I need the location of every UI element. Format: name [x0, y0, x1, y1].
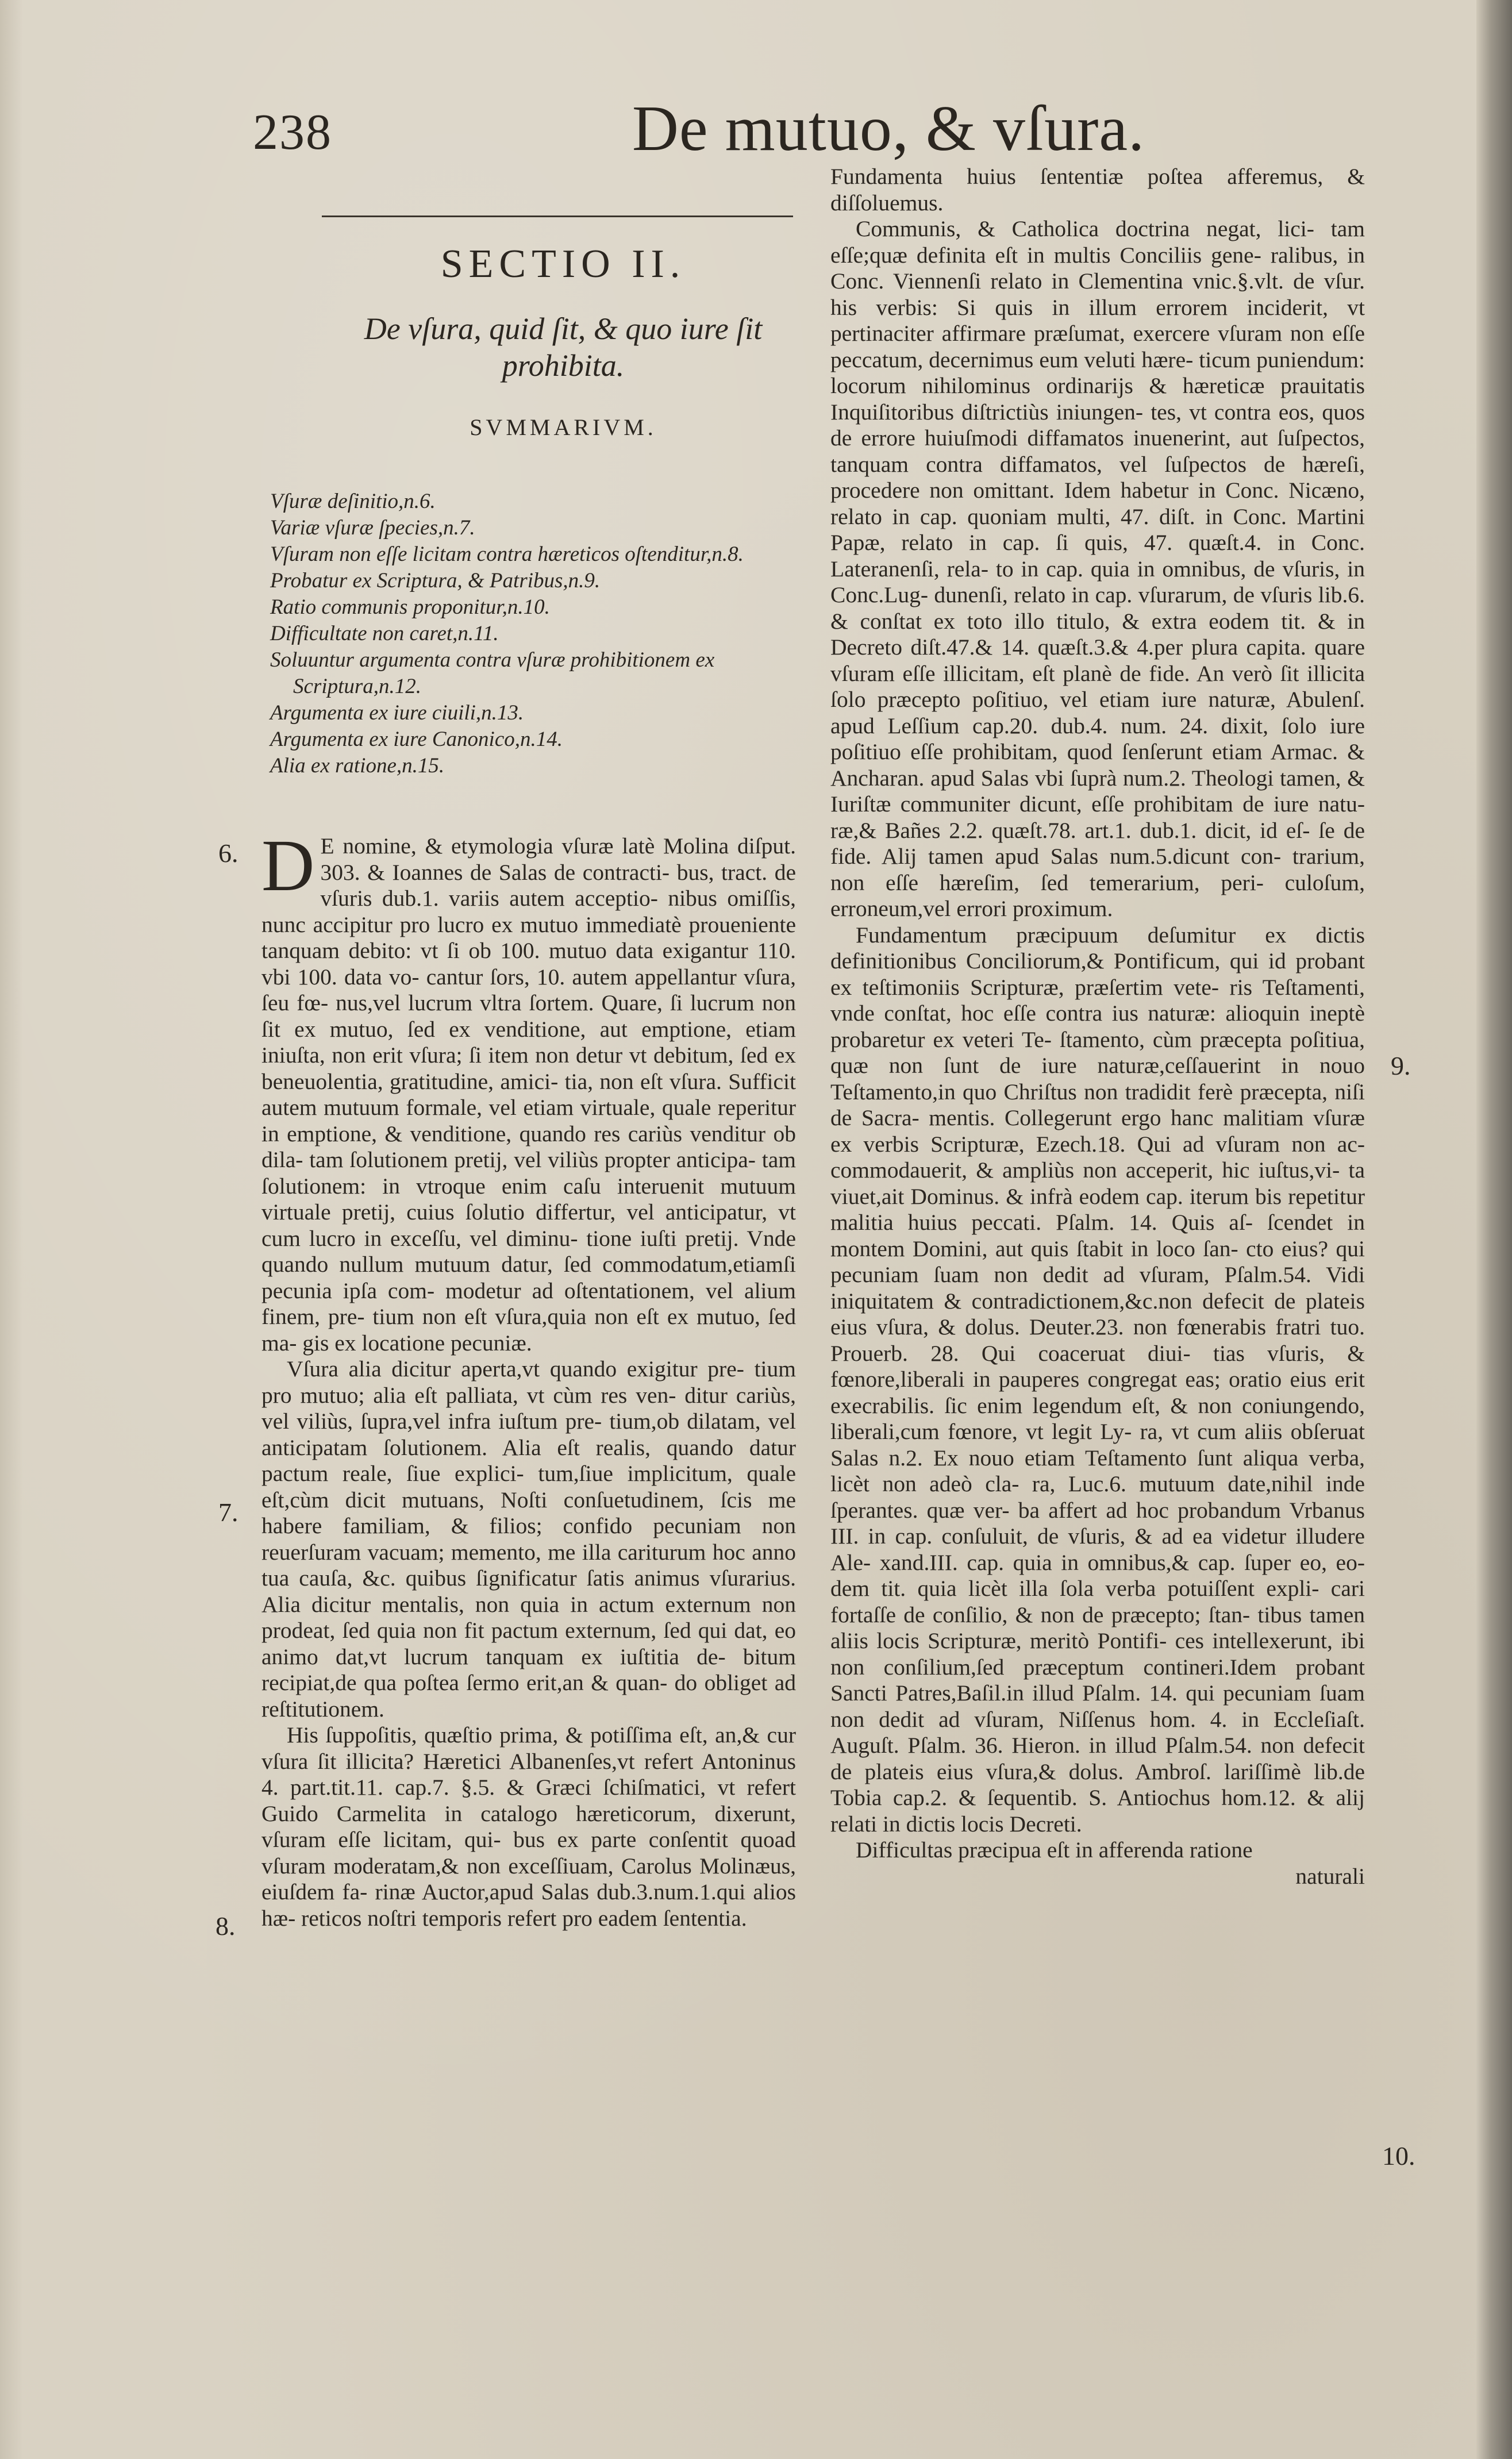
paragraph-8: His ſuppoſitis, quæſtio prima, & potiſſima eſt, an,& cur vſura ſit illicita? Hæretici Albanenſes,vt refert Antoninus 4. part.tit.11. cap.7. §.5. & Græci ſchiſmatici, vt refert Guido Carmelita in catalogo hæreticorum, dixerunt, vſuram eſſe licitam, qui- bus ex parte conſentit quoad vſuram moderatam,& non exceſſiuam, Carolus Molinæus, eiuſdem fa- rinæ Auctor,apud Salas dub.3.num.1.qui alios hæ- reticos noſtri temporis refert pro eadem ſententia.	[261, 1722, 796, 1931]
section-title: SECTIO II.	[440, 242, 686, 286]
section-rule	[322, 216, 793, 217]
summary-item: Scriptura,n.12.	[293, 675, 422, 698]
margin-number-6: 6.	[218, 838, 238, 868]
margin-number-9: 9.	[1391, 1051, 1411, 1080]
paragraph-7: Vſura alia dicitur aperta,vt quando exigitur pre- tium pro mutuo; alia eſt palliata, vt cùm res ven- ditur cariùs, vel viliùs, ſupra,vel infra iuſtum pre- tium,ob dilatam, vel anticipatam ſolutionem. Alia eſt realis, quando datur pactum reale, ſiue explici- tum,ſiue implicitum, quale eſt,cùm dicit mutuans, Noſti conſuetudinem, ſcis me habere familiam, & filios; confido pecuniam non reuerſuram vacuam; memento, me illa cariturum hoc anno tua cauſa, &c. quibus ſignificatur ſatis animus vſurarius. Alia dicitur mentalis, non quia in actum externum non prodeat, ſed quia non fit pactum externum, ſed qui dat, eo animo dat,vt lucrum tanquam ex iuſtitia de- bitum recipiat,de qua poſtea ſermo erit,an & quan- do obliget ad reſtitutionem.	[261, 1356, 796, 1722]
catchword: naturali	[1295, 1863, 1365, 1889]
summary-item: Vſuram non eſſe licitam contra hæreticos oſtenditur,n.8.	[270, 542, 744, 566]
summary-item: Variæ vſuræ ſpecies,n.7.	[270, 516, 475, 540]
page-left-edge	[0, 0, 23, 2459]
summary-item: Soluuntur argumenta contra vſuræ prohibitionem ex	[270, 648, 715, 672]
summary-item: Vſuræ deſinitio,n.6.	[270, 490, 436, 513]
summary-item: Difficultate non caret,n.11.	[270, 622, 499, 645]
summary-item: Alia ex ratione,n.15.	[270, 754, 445, 778]
paragraph-6-text: E nomine, & etymologia vſuræ latè Molina diſput. 303. & Ioannes de Salas de contracti- bus, tract. de vſuris dub.1. variis autem acceptio- nibus omiſſis, nunc accipitur pro lucro ex mutuo immediatè proueniente tanquam debito: vt ſi ob 100. mutuo data exigantur 110. vbi 100. data vo- cantur ſors, 10. autem appellantur vſura, ſeu fœ- nus,vel lucrum vltra ſortem. Quare, ſi lucrum non ſit ex mutuo, ſed ex venditione, aut emptione, etiam iniuſta, non erit vſura; ſi item non detur vt debitum, ſed ex beneuolentia, gratitudine, amici- tia, non eſt vſura. Sufficit autem mutuum formale, vel etiam virtuale, quale reperitur in emptione, & venditione, quando res cariùs venditur ob dila- tam ſolutionem pretij, vel viliùs propter anticipa- tam ſolutionem: in vtroque enim caſu interuenit mutuum virtuale pretij, cuius ſolutio differtur, vel anticipatur, vt cum lucro in exceſſu, vel diminu- tione iuſti pretij. Vnde quando nullum mutuum datur, ſed commodatum,etiamſi pecunia ipſa com- modetur ad oſtentationem, vel alium finem, pre- tium non eſt vſura,quia non eſt ex mutuo, ſed ma- gis ex locatione pecuniæ.	[261, 833, 796, 1356]
section-subtitle-line-2: prohibita.	[502, 348, 625, 383]
paragraph-continuation: Fundamenta huius ſententiæ poſtea afferemus, & diſſoluemus.	[830, 164, 1365, 216]
page-number: 238	[253, 105, 332, 160]
margin-number-7: 7.	[218, 1498, 238, 1527]
margin-number-8: 8.	[216, 1911, 236, 1941]
summary-item: Argumenta ex iure ciuili,n.13.	[270, 701, 524, 725]
margin-number-10: 10.	[1382, 2141, 1415, 2171]
summary-item: Probatur ex Scriptura, & Patribus,n.9.	[270, 569, 601, 592]
running-title: De mutuo, & vſura.	[632, 93, 1145, 164]
page-header	[253, 80, 1149, 172]
paragraph-6	[261, 825, 796, 1356]
paragraph-10: Difficultas præcipua eſt in afferenda ratione	[856, 1837, 1253, 1862]
summary-heading: SVMMARIVM.	[470, 414, 657, 440]
summary-item: Argumenta ex iure Canonico,n.14.	[270, 728, 563, 751]
section-subtitle	[305, 310, 822, 384]
paragraph-communis: Communis, & Catholica doctrina negat, lici- tam eſſe;quæ definita eſt in multis Conciliis gene- ralibus, in Conc. Viennenſi relato in Clementina vnic.§.vlt. de vſur. his verbis: Si quis in illum errorem inciderit, vt pertinaciter affirmare præſumat, exercere vſuram non eſſe peccatum, decernimus eum veluti hære- ticum puniendum: locorum nihilominus ordinarijs & hæreticæ prauitatis Inquiſitoribus diſtrictiùs iniungen- tes, vt contra eos, quos de errore huiuſmodi diffamatos inuenerint, aut ſuſpectos, tanquam contra diffamatos, vel ſuſpectos de hæreſi, procedere non omittant. Idem habetur in Conc. Nicæno, relato in cap. quoniam multi, 47. diſt. in Conc. Martini Papæ, relato in cap. ſi quis, 47. quæſt.4. in Conc. Lateranenſi, rela- to in cap. quia in omnibus, de vſuris, in Conc.Lug- dunenſi, relato in cap. vſurarum, de vſuris lib.6. & conſtat ex toto illo titulo, & extra eodem tit. & in Decreto diſt.47.& 14. quæſt.3.& 4.per plura capita. quare vſuram eſſe illicitam, eſt planè de fide. An verò ſit illicita ſolo præcepto poſitiuo, vel etiam iure naturæ, Abulenſ. apud Leſſium cap.20. dub.4. num. 24. dixit, ſolo iure poſitiuo eſſe prohibitam, quod ſenſerunt etiam Armac. & Ancharan. apud Salas vbi ſuprà num.2. Theologi tamen, & Iuriſtæ communiter dicunt, eſſe prohibitam de iure natu- ræ,& Bañes 2.2. quæſt.78. art.1. dub.1. dicit, id eſ- ſe de fide. Alij tamen apud Salas num.5.dicunt con- trarium, non eſſe hæreſim, ſed temerarium, peri- culoſum, erroneum,vel errori proximum.	[830, 216, 1365, 921]
drop-cap-initial: D	[261, 825, 315, 906]
summary-list	[270, 488, 822, 779]
summary-item: Ratio communis proponitur,n.10.	[270, 595, 550, 619]
paragraph-9: Fundamentum præcipuum deſumitur ex dictis definitionibus Conciliorum,& Pontificum, qui id probant ex teſtimoniis Scripturæ, præſertim vete- ris Teſtamenti, vnde conſtat, hoc eſſe contra ius naturæ: alioquin ineptè probaretur ex veteri Te- ſtamento, cùm præcepta poſitiua, quæ non ſunt de iure naturæ,ceſſauerint in nouo Teſtamento,in quo Chriſtus non tradidit ferè præcepta, niſi de Sacra- mentis. Collegerunt ergo hanc malitiam vſuræ ex verbis Scripturæ, Ezech.18. Qui ad vſuram non ac- commodauerit, & ampliùs non acceperit, hic iuſtus,vi- ta viuet,ait Dominus. & infrà eodem cap. iterum bis repetitur malitia huius peccati. Pſalm. 14. Quis aſ- ſcendet in montem Domini, aut quis ſtabit in loco ſan- cto eius? qui pecuniam ſuam non dedit ad vſuram, Pſalm.54. Vidi iniquitatem & contradictionem,&c.non defecit de plateis eius vſura, & dolus. Deuter.23. non fœnerabis fratri tuo. Prouerb. 28. Qui coaceruat diui- tias vſuris, & fœnore,liberali in pauperes congregat eas; oratio eius erit execrabilis. ſic enim legendum eſt, & non coniungendo, liberali,cum fœnore, vt legit Ly- ra, vt cum aliis obſeruat Salas n.2. Ex nouo etiam Teſtamento ſunt aliqua verba, licèt non adeò cla- ra, Luc.6. mutuum date,nihil inde ſperantes. quæ ver- ba affert ad hoc probandum Vrbanus III. in cap. conſuluit, de vſuris, & ad ea videtur illudere Ale- xand.III. cap. quia in omnibus,& cap. ſuper eo, eo- dem tit. quia licèt illa ſola verba potuiſſent expli- cari fortaſſe de conſilio, & non de præcepto; ſtan- tibus tamen aliis locis Scripturæ, meritò Pontifi- ces intellexerunt, ibi non conſilium,ſed præceptum contineri.Idem probant Sancti Patres,Baſil.in illud Pſalm. 14. qui pecuniam ſuam non dedit ad vſuram, Niſſenus hom. 4. in Eccleſiaſt. Auguſt. Pſalm. 36. Hieron. in illud Pſalm.54. non defecit de plateis eius vſura,& dolus. Ambroſ. lariſſimè lib.de Tobia cap.2. & ſequentib. S. Antiochus hom.12. & alij relati in dictis locis Decreti.	[830, 922, 1365, 1837]
left-column	[261, 825, 796, 1931]
section-subtitle-line-1: De vſura, quid ſit, & quo iure ſit	[364, 311, 763, 346]
book-binding-edge	[1476, 0, 1512, 2459]
right-column	[830, 164, 1365, 1890]
